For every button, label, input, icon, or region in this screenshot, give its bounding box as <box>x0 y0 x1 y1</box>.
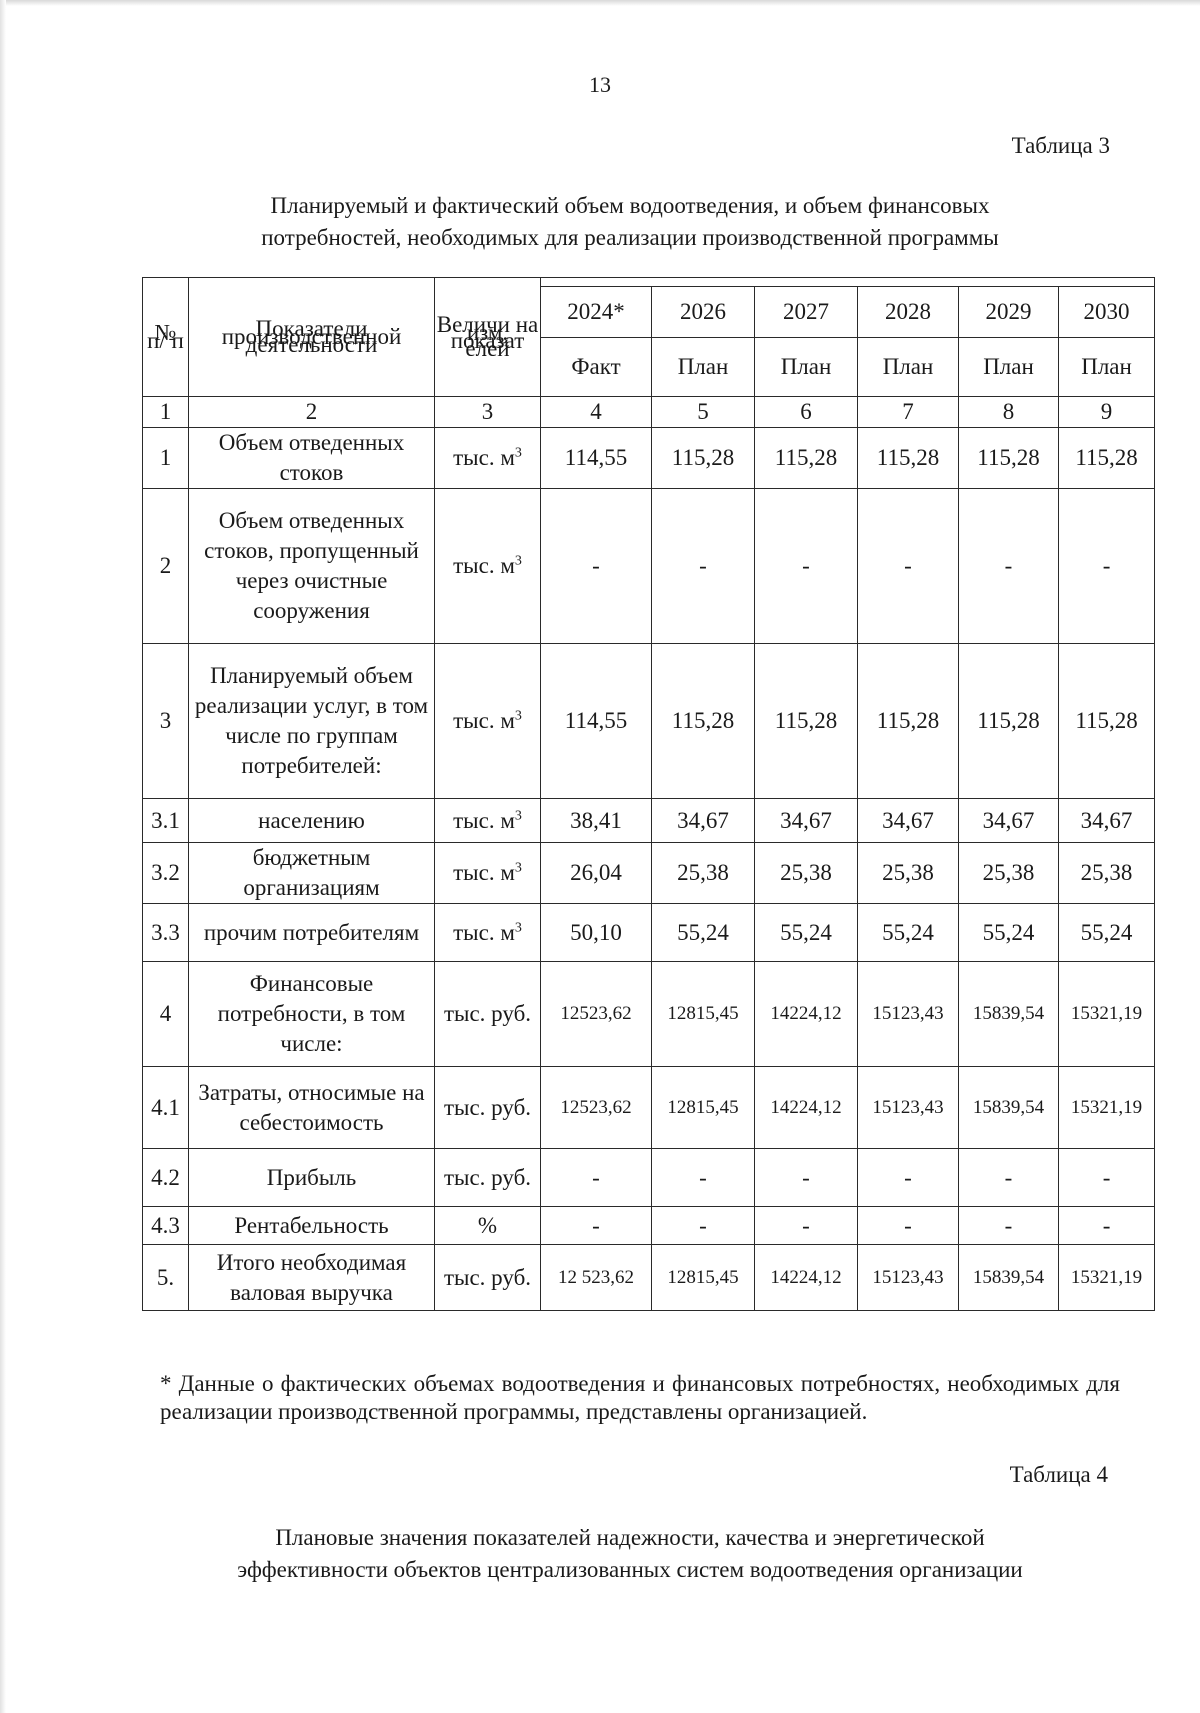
row-unit <box>435 962 541 1067</box>
column-number: 9 <box>1059 397 1155 428</box>
row-indicator: Объем отведенных стоков <box>189 428 435 489</box>
row-unit-text: тыс. руб. <box>443 1094 532 1120</box>
column-number: 6 <box>755 397 858 428</box>
value-cell: 12523,62 <box>541 962 652 1067</box>
value-cell: 25,38 <box>1059 843 1155 904</box>
table3-caption: Таблица 3 <box>1011 133 1110 158</box>
row-number: 3.3 <box>143 904 189 962</box>
value-cell: - <box>858 1207 959 1245</box>
value-cell: 50,10 <box>541 904 652 962</box>
row-indicator: Объем отведенных стоков, пропущенный через очистные сооружения <box>189 489 435 644</box>
row-indicator: Затраты, относимые на себестоимость <box>189 1067 435 1149</box>
column-number: 4 <box>541 397 652 428</box>
value-cell: - <box>959 1207 1059 1245</box>
row-unit <box>435 644 541 799</box>
page-number: 13 <box>589 72 611 97</box>
table4-title-line: Плановые значения показателей надежности, качества и энергетической <box>275 1525 985 1550</box>
row-unit-superscript: 3 <box>514 919 522 935</box>
value-cell: - <box>541 1149 652 1207</box>
header-num: № п/ п <box>143 278 189 397</box>
row-number: 3.1 <box>143 799 189 843</box>
value-cell: 15839,54 <box>959 962 1059 1067</box>
year-cell: 2026 <box>652 287 755 338</box>
row-unit-text: тыс. м <box>453 708 515 733</box>
table-row <box>143 843 1155 904</box>
value-cell: 55,24 <box>652 904 755 962</box>
table-row <box>143 1207 1155 1245</box>
row-unit <box>435 1067 541 1149</box>
value-cell: 12 523,62 <box>541 1245 652 1311</box>
row-indicator: населению <box>189 799 435 843</box>
value-cell: 15123,43 <box>858 1245 959 1311</box>
table-row <box>143 799 1155 843</box>
year-cell: 2024* <box>541 287 652 338</box>
kind-cell: Факт <box>541 338 652 397</box>
row-unit <box>435 1245 541 1311</box>
column-number: 7 <box>858 397 959 428</box>
value-cell: 115,28 <box>959 644 1059 799</box>
value-cell: - <box>652 489 755 644</box>
value-cell: 114,55 <box>541 428 652 489</box>
value-cell: - <box>1059 1207 1155 1245</box>
value-cell: 15839,54 <box>959 1067 1059 1149</box>
header-indicator: Показатели производственной деятельности <box>189 278 435 397</box>
table-row <box>143 962 1155 1067</box>
row-number: 4 <box>143 962 189 1067</box>
row-unit-text: тыс. м <box>453 807 515 833</box>
value-cell: 26,04 <box>541 843 652 904</box>
value-cell: - <box>755 489 858 644</box>
row-unit <box>435 904 541 962</box>
kind-cell: План <box>1059 338 1155 397</box>
column-number: 3 <box>435 397 541 428</box>
kind-cell: План <box>858 338 959 397</box>
value-cell: 34,67 <box>858 799 959 843</box>
value-cell: 14224,12 <box>755 962 858 1067</box>
value-cell: 15321,19 <box>1059 1067 1155 1149</box>
row-unit-text: % <box>477 1212 498 1238</box>
table-row <box>143 1067 1155 1149</box>
column-number: 8 <box>959 397 1059 428</box>
row-unit-superscript: 3 <box>514 860 522 876</box>
value-cell: 15123,43 <box>858 962 959 1067</box>
row-unit-text: тыс. м <box>453 553 515 578</box>
scan-edge-left <box>0 0 6 1713</box>
value-cell: - <box>959 1149 1059 1207</box>
value-cell: - <box>541 489 652 644</box>
row-unit-superscript: 3 <box>514 445 522 461</box>
table3 <box>142 277 1155 1311</box>
row-number: 4.3 <box>143 1207 189 1245</box>
value-cell: 34,67 <box>959 799 1059 843</box>
row-indicator: Планируемый объем реализации услуг, в том числе по группам потребителей: <box>189 644 435 799</box>
row-indicator: Рентабельность <box>189 1207 435 1245</box>
value-cell: 15321,19 <box>1059 962 1155 1067</box>
table3-body <box>143 428 1155 1311</box>
value-cell: 25,38 <box>959 843 1059 904</box>
row-unit-text: тыс. руб. <box>443 1264 532 1290</box>
table4-title <box>170 1522 1090 1586</box>
row-indicator: прочим потребителям <box>189 904 435 962</box>
row-unit-text: тыс. м <box>453 919 515 945</box>
year-cell: 2028 <box>858 287 959 338</box>
value-cell: - <box>755 1149 858 1207</box>
table-row <box>143 428 1155 489</box>
value-cell: 34,67 <box>652 799 755 843</box>
value-cell: - <box>755 1207 858 1245</box>
value-cell: 14224,12 <box>755 1245 858 1311</box>
row-number: 3.2 <box>143 843 189 904</box>
value-cell: 12523,62 <box>541 1067 652 1149</box>
table4-caption: Таблица 4 <box>1009 1462 1108 1487</box>
row-indicator: Финансовые потребности, в том числе: <box>189 962 435 1067</box>
value-cell: - <box>858 1149 959 1207</box>
value-cell: - <box>959 489 1059 644</box>
value-cell: - <box>652 1207 755 1245</box>
value-cell: 115,28 <box>1059 644 1155 799</box>
row-indicator: бюджетным организациям <box>189 843 435 904</box>
row-number: 4.2 <box>143 1149 189 1207</box>
value-cell: 15123,43 <box>858 1067 959 1149</box>
row-indicator: Итого необходимая валовая выручка <box>189 1245 435 1311</box>
value-cell: 55,24 <box>755 904 858 962</box>
row-unit-superscript: 3 <box>514 708 522 724</box>
value-cell: 14224,12 <box>755 1067 858 1149</box>
table3-title <box>200 190 1060 254</box>
row-unit <box>435 799 541 843</box>
value-cell: 115,28 <box>652 428 755 489</box>
header-unit: Величи на изм. показат елей <box>435 278 541 397</box>
value-cell: - <box>652 1149 755 1207</box>
row-unit-superscript: 3 <box>514 807 522 823</box>
value-cell: 115,28 <box>1059 428 1155 489</box>
value-cell: 25,38 <box>755 843 858 904</box>
value-cell: - <box>1059 1149 1155 1207</box>
year-cell: 2029 <box>959 287 1059 338</box>
kind-cell: План <box>959 338 1059 397</box>
value-cell: 15839,54 <box>959 1245 1059 1311</box>
row-number: 5. <box>143 1245 189 1311</box>
value-cell: 12815,45 <box>652 1245 755 1311</box>
value-cell: 114,55 <box>541 644 652 799</box>
value-cell: 55,24 <box>858 904 959 962</box>
row-number: 2 <box>143 489 189 644</box>
value-cell: 115,28 <box>755 428 858 489</box>
table3-title-line: Планируемый и фактический объем водоотведения, и объем финансовых <box>270 193 990 218</box>
value-cell: 55,24 <box>1059 904 1155 962</box>
year-cell: 2027 <box>755 287 858 338</box>
kind-cell: План <box>755 338 858 397</box>
row-number: 4.1 <box>143 1067 189 1149</box>
value-cell: 115,28 <box>652 644 755 799</box>
row-unit <box>435 843 541 904</box>
table-row <box>143 489 1155 644</box>
table3-title-line: потребностей, необходимых для реализации производственной программы <box>261 225 999 250</box>
value-cell: 115,28 <box>959 428 1059 489</box>
value-cell: 34,67 <box>755 799 858 843</box>
row-number: 1 <box>143 428 189 489</box>
row-unit <box>435 1207 541 1245</box>
year-cell: 2030 <box>1059 287 1155 338</box>
value-cell: 115,28 <box>755 644 858 799</box>
column-number-row <box>143 397 1155 428</box>
column-number: 2 <box>189 397 435 428</box>
value-cell: 12815,45 <box>652 1067 755 1149</box>
kind-cell: План <box>652 338 755 397</box>
header-row <box>143 278 1155 287</box>
row-unit-text: тыс. руб. <box>443 1164 532 1190</box>
value-cell: 38,41 <box>541 799 652 843</box>
scan-edge-top <box>0 0 1200 6</box>
row-unit-text: тыс. м <box>453 445 515 470</box>
value-cell: - <box>1059 489 1155 644</box>
value-cell: 15321,19 <box>1059 1245 1155 1311</box>
header-years-group <box>541 278 1155 287</box>
value-cell: 115,28 <box>858 644 959 799</box>
column-number: 1 <box>143 397 189 428</box>
row-unit <box>435 1149 541 1207</box>
row-unit-text: тыс. руб. <box>443 1001 532 1026</box>
table-row <box>143 904 1155 962</box>
table-row <box>143 1245 1155 1311</box>
table3-footnote: * Данные о фактических объемах водоотведения и финансовых потребностях, необходимых для реализации производственной программы, представлены организацией. <box>160 1371 1120 1424</box>
value-cell: 25,38 <box>858 843 959 904</box>
value-cell: 12815,45 <box>652 962 755 1067</box>
row-unit-superscript: 3 <box>514 553 522 569</box>
row-unit <box>435 489 541 644</box>
value-cell: 25,38 <box>652 843 755 904</box>
value-cell: 115,28 <box>858 428 959 489</box>
value-cell: 55,24 <box>959 904 1059 962</box>
value-cell: - <box>541 1207 652 1245</box>
column-number: 5 <box>652 397 755 428</box>
value-cell: - <box>858 489 959 644</box>
row-unit-text: тыс. м <box>453 860 515 885</box>
table4-title-line: эффективности объектов централизованных систем водоотведения организации <box>237 1557 1023 1582</box>
table-row <box>143 644 1155 799</box>
row-number: 3 <box>143 644 189 799</box>
value-cell: 34,67 <box>1059 799 1155 843</box>
row-unit <box>435 428 541 489</box>
table-row <box>143 1149 1155 1207</box>
row-indicator: Прибыль <box>189 1149 435 1207</box>
